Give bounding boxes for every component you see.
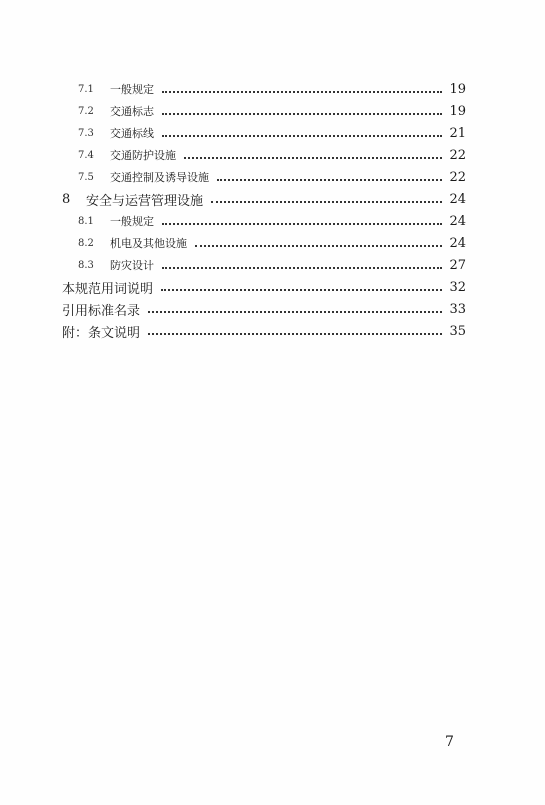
dot-leader <box>161 288 442 291</box>
toc-entry-references[interactable] <box>62 298 466 320</box>
dot-leader <box>162 266 442 269</box>
toc-entry-title: 交通防护设施 <box>110 149 176 162</box>
dot-leader <box>162 222 442 225</box>
dot-leader <box>162 134 442 137</box>
toc-entry-title: 交通控制及诱导设施 <box>110 171 209 184</box>
toc-entry-title: 本规范用词说明 <box>62 281 154 297</box>
toc-entry-8-3[interactable] <box>62 254 466 276</box>
toc-entry-page: 24 <box>449 235 466 251</box>
toc-entry-page: 32 <box>449 279 466 295</box>
table-of-contents <box>62 78 466 342</box>
toc-entry-page: 22 <box>449 147 466 163</box>
toc-entry-number: 8 <box>62 191 71 207</box>
toc-entry-page: 33 <box>449 301 466 317</box>
dot-leader <box>162 112 442 115</box>
toc-entry-page: 24 <box>449 191 466 207</box>
toc-entry-page: 21 <box>449 125 466 141</box>
toc-entry-7-4[interactable] <box>62 144 466 166</box>
dot-leader <box>162 90 442 93</box>
toc-entry-page: 19 <box>449 81 466 97</box>
toc-entry-8[interactable] <box>62 188 466 210</box>
dot-leader <box>148 310 442 313</box>
toc-entry-7-5[interactable] <box>62 166 466 188</box>
toc-entry-title: 一般规定 <box>110 83 154 96</box>
toc-entry-7-3[interactable] <box>62 122 466 144</box>
toc-entry-terms[interactable] <box>62 276 466 298</box>
dot-leader <box>217 178 442 181</box>
toc-entry-number: 7.1 <box>78 83 94 95</box>
toc-entry-number: 8.1 <box>78 215 94 227</box>
toc-entry-title: 机电及其他设施 <box>110 237 187 250</box>
toc-entry-number: 7.2 <box>78 105 94 117</box>
toc-entry-page: 35 <box>449 323 466 339</box>
toc-entry-title: 安全与运营管理设施 <box>86 193 204 209</box>
toc-entry-number: 7.3 <box>78 127 94 139</box>
toc-entry-title: 引用标准名录 <box>62 303 141 319</box>
toc-entry-title: 交通标线 <box>110 127 154 140</box>
dot-leader <box>195 244 442 247</box>
toc-entry-7-2[interactable] <box>62 100 466 122</box>
page-number: 7 <box>445 734 454 750</box>
toc-entry-number: 8.2 <box>78 237 94 249</box>
toc-entry-page: 27 <box>449 257 466 273</box>
toc-entry-appendix[interactable] <box>62 320 466 342</box>
toc-entry-title: 一般规定 <box>110 215 154 228</box>
toc-entry-title: 防灾设计 <box>110 259 154 272</box>
toc-entry-title: 交通标志 <box>110 105 154 118</box>
toc-entry-number: 7.4 <box>78 149 94 161</box>
toc-entry-8-1[interactable] <box>62 210 466 232</box>
toc-entry-7-1[interactable] <box>62 78 466 100</box>
toc-entry-8-2[interactable] <box>62 232 466 254</box>
toc-entry-number: 8.3 <box>78 259 94 271</box>
dot-leader <box>148 332 442 335</box>
toc-entry-title: 附：条文说明 <box>62 325 141 341</box>
toc-entry-number: 7.5 <box>78 171 94 183</box>
toc-entry-page: 19 <box>449 103 466 119</box>
toc-entry-page: 24 <box>449 213 466 229</box>
toc-entry-page: 22 <box>449 169 466 185</box>
dot-leader <box>211 200 442 203</box>
dot-leader <box>184 156 442 159</box>
